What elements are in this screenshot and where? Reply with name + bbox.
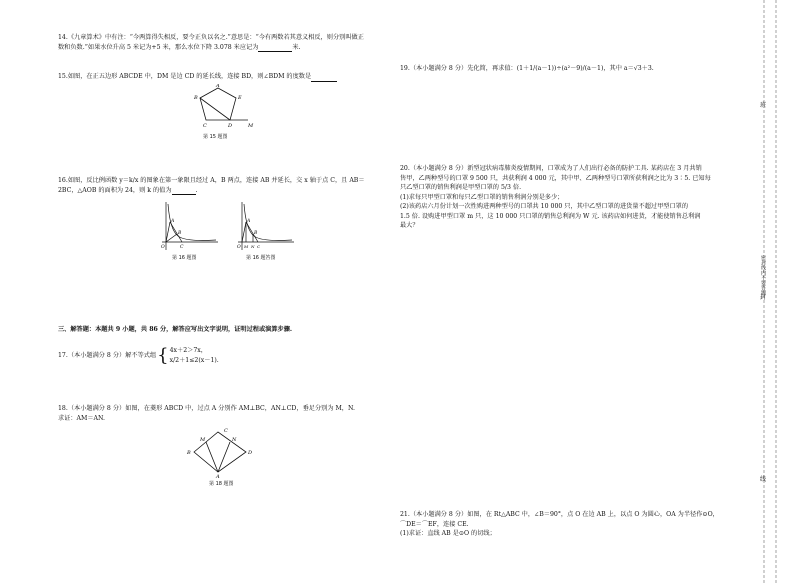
q16-line2: 2BC，△AOB 的面积为 24，则 k 的值为	[58, 186, 172, 194]
line-bd	[200, 98, 230, 120]
q20-part1: (1)求每只甲型口罩和每只乙型口罩的销售利润分别是多少；	[400, 193, 564, 201]
q16-figure	[158, 200, 220, 252]
q19-text: 19.（本小题满分 8 分）先化简，再求值：(1＋1/(a－1))÷(a²－9)/(a－1)，其中 a＝√3＋3.	[400, 65, 654, 72]
label-d: D	[228, 123, 233, 129]
q17-ineq2: x/2＋1≤2(x－1).	[169, 356, 219, 364]
q18-line2: 求证：AM＝AN.	[58, 414, 106, 422]
question-14	[58, 33, 378, 52]
q16-caption-1: 第 16 题图	[172, 255, 197, 261]
q21-line1: 21.（本小题满分 8 分）如图，在 Rt△ABC 中，∠B＝90°，点 O 在边 AB 上，以点 O 为圆心，OA 为半径作⊙O，	[400, 511, 719, 518]
q20-line1: 20.（本小题满分 8 分）新型冠状病毒肺炎疫情期间，口罩成为了人们出行必备的防护工具. 某药店在 3 月共销	[400, 165, 702, 172]
label-a: A	[247, 219, 251, 224]
q21-part1: (1)求证：直线 AB 是⊙O 的切线；	[400, 530, 496, 537]
q16-answer-blank[interactable]	[172, 187, 196, 195]
q15-text: 15.如图，在正五边形 ABCDE 中，DM 是边 CD 的延长线，连接 BD，则∠BDM 的度数是	[58, 73, 312, 80]
label-m: M	[248, 123, 254, 129]
q15-answer-blank[interactable]	[311, 74, 337, 82]
q20-part2a: (2)该药店六月份计划一次性购进两种型号的口罩共 10 000 只，其中乙型口罩的进货量不超过甲型口罩的	[400, 203, 689, 210]
label-o: O	[161, 245, 165, 250]
label-d: D	[248, 450, 253, 456]
question-21	[400, 510, 740, 539]
brace: {	[157, 344, 169, 366]
question-17	[58, 346, 388, 365]
q14-line1: 14.《九章算术》中有注：“今两算得失相反，要令正负以名之.”意思是：“今有两数若其意义相反，则分别叫做正	[58, 34, 364, 41]
q14-line2: 数和负数.”如果水位升高 5 米记为+5 米，那么水位下降 3.078 米应记为	[58, 43, 259, 51]
label-c: C	[180, 245, 184, 250]
label-m: M	[244, 244, 249, 249]
q18-caption: 第 18 题图	[209, 481, 234, 487]
question-16	[58, 176, 388, 195]
label-b: B	[178, 231, 182, 236]
q17-ineq1: 4x＋2＞7x，	[169, 347, 207, 354]
q20-line2: 售甲，乙两种型号的口罩 9 500 只，共获利润 4 000 元，其中甲、乙两种型号口罩所获利润之比为 3∶5. 已知每	[400, 174, 711, 182]
label-m: M	[200, 437, 206, 443]
q14-line2-end: 米.	[292, 43, 301, 51]
binding-label-bottom: 线	[760, 476, 767, 483]
label-c: C	[203, 123, 207, 129]
label-a: A	[216, 474, 220, 478]
q20-line3: 只乙型口罩的销售利润是甲型口罩的 5/3 倍.	[400, 184, 522, 191]
binding-label-mid2: 封	[760, 294, 767, 301]
q16-line2-end: .	[195, 186, 198, 194]
label-a: A	[216, 84, 220, 89]
label-c: C	[224, 428, 228, 434]
q21-line2: ⌒DE＝⌒EF，连接 CE.	[400, 520, 469, 528]
binding-label-top: 班	[760, 102, 767, 109]
label-c: C	[257, 244, 261, 249]
q16-line1: 16.如图，反比例函数 y＝k/x 的图象在第一象限且经过 A，B 两点，连接 AB 并延长，交 x 轴于点 C，且 AB＝	[58, 177, 365, 184]
question-20	[400, 164, 740, 231]
label-a: A	[171, 219, 175, 224]
q18-rhombus-figure	[184, 426, 264, 478]
label-b: B	[187, 450, 191, 456]
q16-answer-figure	[234, 200, 296, 252]
label-n: N	[232, 437, 237, 443]
q20-part2c: 最大？	[400, 222, 419, 229]
question-19	[400, 64, 730, 74]
line-oa	[242, 222, 246, 242]
question-15	[58, 72, 378, 82]
label-b: B	[194, 95, 198, 101]
pentagon-shape	[200, 88, 236, 120]
q18-line1: 18.（本小题满分 8 分）如图，在菱形 ABCD 中，过点 A 分别作 AM⊥BC，AN⊥CD，垂足分别为 M，N.	[58, 405, 355, 412]
q16-caption-2: 第 16 题答图	[246, 255, 276, 261]
section-3-heading: 三、解答题：本题共 9 小题，共 86 分，解答应写出文字说明，证明过程或演算步骤.	[58, 326, 293, 333]
label-o: O	[237, 245, 241, 250]
q20-part2b: 1.5 倍. 设购进甲型口罩 m 只，这 10 000 只口罩的销售总利润为 W 元. 该药店如何进货，才能使销售总利润	[400, 212, 701, 220]
q14-answer-blank[interactable]	[258, 44, 292, 52]
q17-prefix: 17.（本小题满分 8 分）解不等式组	[58, 351, 157, 359]
binding-label-mid: 密封线内不要答题	[760, 255, 766, 295]
label-n: N	[251, 244, 255, 249]
question-18	[58, 404, 388, 423]
hyperbola-curve	[244, 204, 292, 241]
line-oa	[166, 222, 170, 242]
q15-caption: 第 15 题图	[203, 134, 228, 140]
binding-margin	[744, 0, 794, 583]
q15-pentagon-figure	[190, 84, 270, 134]
label-b: B	[254, 231, 258, 236]
label-e: E	[238, 95, 242, 101]
